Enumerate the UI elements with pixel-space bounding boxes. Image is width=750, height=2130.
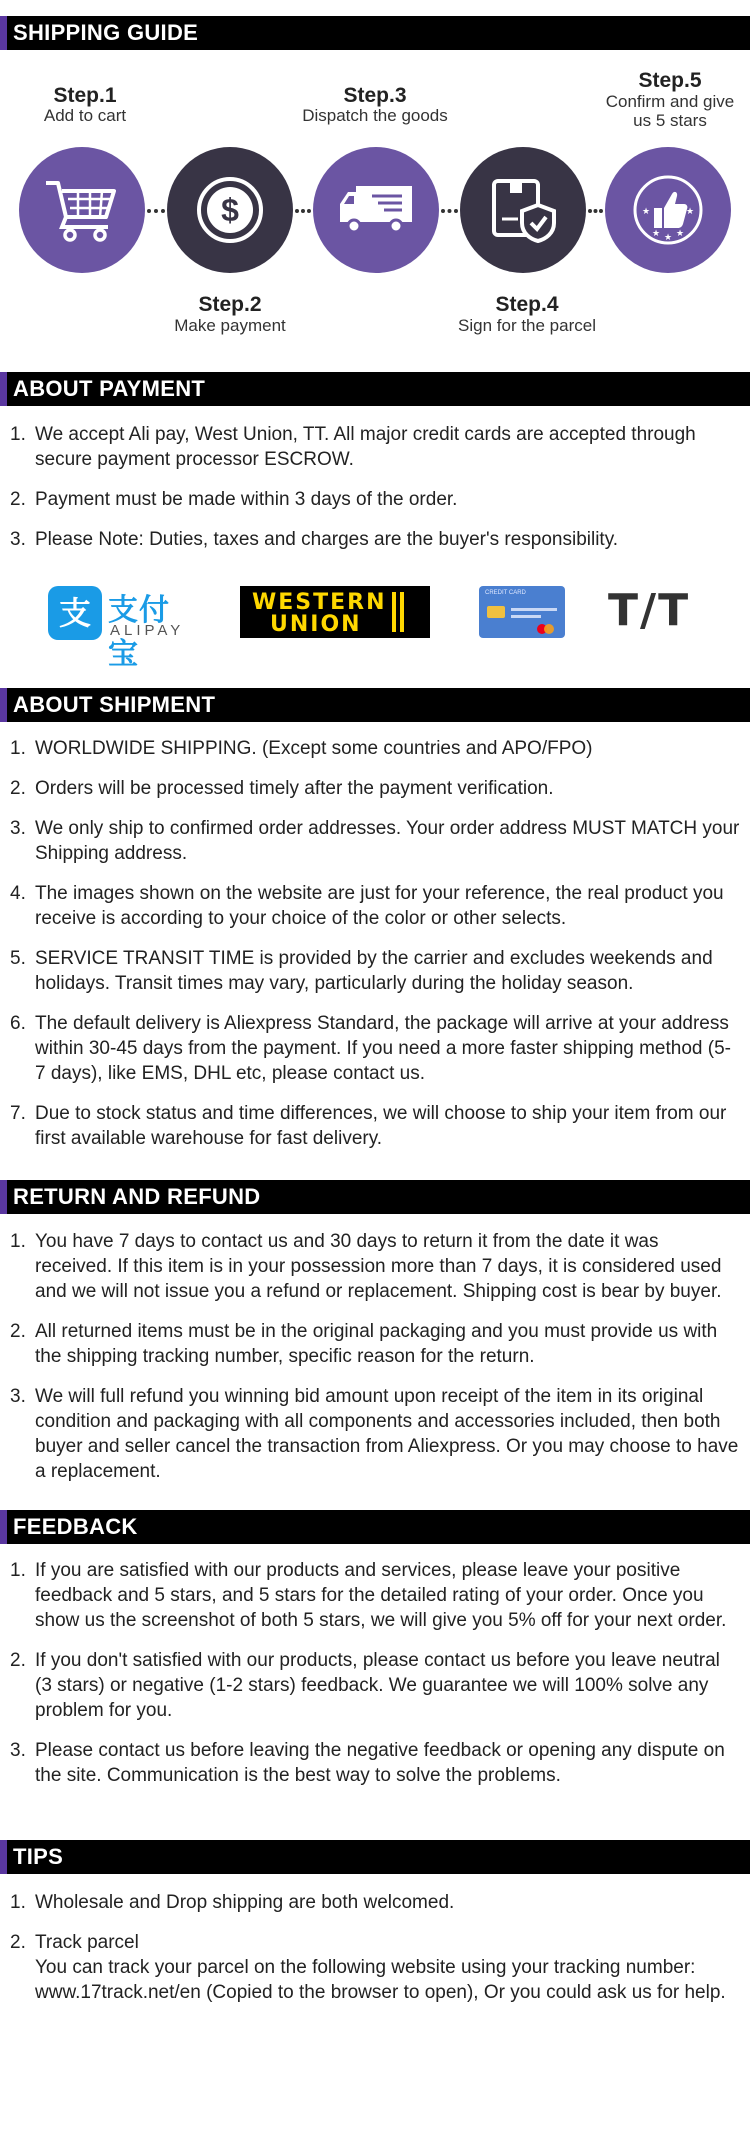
list-item: 2. All returned items must be in the original packaging and you must provide us with the shipping tracking number, specific reason for the return.: [10, 1321, 718, 1367]
thumbs-up-stars-icon: [632, 174, 704, 246]
tips-list: [10, 1890, 740, 2020]
dollar-coin-icon: [196, 176, 264, 244]
return-refund-header: [0, 1180, 750, 1214]
svg-text:★: ★: [642, 207, 651, 217]
step3-sub: Dispatch the goods: [302, 106, 448, 125]
step2-title: Step.2: [198, 293, 262, 316]
wu-line2: UNION: [270, 612, 362, 637]
step5-sub-line1: Confirm and give: [605, 92, 735, 111]
list-item: 3. We only ship to confirmed order addresses. Your order address MUST MATCH your Shipping address.: [10, 818, 740, 864]
list-item: 1. If you are satisfied with our products and services, please leave your positive feedback and 5 stars, and 5 stars for the detailed rating of your order. Once you show us the screenshot of both 5 stars, we will give you 5% off for your next order.: [10, 1560, 727, 1631]
connector-dots: [295, 209, 311, 217]
step1-sub: Add to cart: [43, 106, 127, 125]
step5-sub-line2: us 5 stars: [633, 111, 707, 130]
step2-sub: Make payment: [174, 316, 286, 335]
step4-title: Step.4: [495, 293, 559, 316]
return-list: [10, 1229, 740, 1499]
list-item: 1. WORLDWIDE SHIPPING. (Except some countries and APO/FPO): [10, 738, 593, 759]
tt-logo: T/T: [608, 585, 691, 636]
payment-list: [10, 422, 740, 567]
card-text: CREDIT CARD: [485, 590, 526, 596]
tracking-info: You can track your parcel on the following website using your tracking number: www.17track.net/en (Copied to the browser to open), Or you could ask us for help.: [35, 1957, 726, 2003]
western-union-logo: [240, 586, 430, 638]
step3-circle: [313, 147, 439, 273]
list-item: 2. Payment must be made within 3 days of the order.: [10, 489, 458, 510]
about-shipment-header: [0, 688, 750, 722]
section-title: RETURN AND REFUND: [13, 1184, 261, 1209]
section-title: ABOUT PAYMENT: [13, 376, 206, 401]
list-item: 2. Orders will be processed timely after the payment verification.: [10, 778, 554, 799]
shipment-list: [10, 736, 740, 1166]
list-item: 4. The images shown on the website are just for your reference, the real product you receive is according to your choice of the color or other selects.: [10, 883, 724, 929]
alipay-en-text: ALIPAY: [110, 622, 185, 639]
step3-title: Step.3: [343, 84, 407, 107]
list-item: 3. We will full refund you winning bid amount upon receipt of the item in its original condition and packaging with all components and accessories included, then both buyer and seller cancel the transaction from Aliexpress. Or you may choose to have a replacement.: [10, 1386, 739, 1482]
about-payment-header: [0, 372, 750, 406]
list-item: 1. Wholesale and Drop shipping are both welcomed.: [10, 1892, 455, 1913]
section-title: SHIPPING GUIDE: [13, 20, 199, 45]
truck-icon: [336, 182, 416, 238]
list-item: 6. The default delivery is Aliexpress Standard, the package will arrive at your address within 30-45 days from the payment. If you need a more faster shipping method (5-7 days), like EMS, DHL etc, please contact us.: [10, 1013, 731, 1084]
step1-title: Step.1: [53, 84, 117, 107]
svg-text:$: $: [221, 192, 239, 228]
section-title: TIPS: [13, 1844, 64, 1869]
svg-text:支: 支: [58, 594, 92, 632]
step4-sub: Sign for the parcel: [458, 316, 596, 335]
svg-text:★: ★: [676, 229, 685, 239]
feedback-header: [0, 1510, 750, 1544]
connector-dots: [441, 209, 458, 217]
section-title: FEEDBACK: [13, 1514, 138, 1539]
list-item: 3. Please contact us before leaving the negative feedback or opening any dispute on the site. Communication is the best way to solve the problems.: [10, 1740, 725, 1786]
connector-dots: [147, 209, 165, 217]
shipping-guide-header: [0, 16, 750, 50]
alipay-cn-text: 支付宝: [108, 593, 170, 672]
list-item: 7. Due to stock status and time differences, we will choose to ship your item from our first available warehouse for fast delivery.: [10, 1103, 727, 1149]
step4-circle: [460, 147, 586, 273]
list-item: 2. Track parcel You can track your parcel on the following website using your tracking number: www.17track.net/en (Copied to the browser to open), Or you could ask us for help.: [10, 1932, 726, 2003]
list-item: 1. We accept Ali pay, West Union, TT. All major credit cards are accepted through secure payment processor ESCROW.: [10, 424, 696, 470]
list-item: 5. SERVICE TRANSIT TIME is provided by the carrier and excludes weekends and holidays. Transit times may vary, particularly during the holiday season.: [10, 948, 713, 994]
cart-icon: [44, 177, 120, 243]
alipay-logo: [48, 585, 200, 672]
credit-card-logo: [479, 586, 565, 638]
list-item: 1. You have 7 days to contact us and 30 days to return it from the date it was received. If this item is in your possession more than 7 days, it is considered used and we will not issue you a refund or replacement. Shipping cost is bear by buyer.: [10, 1231, 722, 1302]
svg-text:★: ★: [664, 233, 673, 243]
feedback-list: [10, 1558, 740, 1803]
svg-text:★: ★: [686, 207, 695, 217]
wu-line1: WESTERN: [252, 590, 387, 615]
step5-title: Step.5: [638, 69, 702, 92]
list-item: 2. If you don't satisfied with our products, please contact us before you leave neutral (3 stars) or negative (1-2 stars) feedback. We guarantee we will 100% solve any problem for you.: [10, 1650, 720, 1721]
parcel-shield-icon: [488, 175, 558, 245]
svg-text:★: ★: [652, 229, 661, 239]
step5-circle: [605, 147, 731, 273]
connector-dots: [588, 209, 603, 217]
step2-circle: [167, 147, 293, 273]
step1-circle: [19, 147, 145, 273]
section-title: ABOUT SHIPMENT: [13, 692, 216, 717]
list-item: 3. Please Note: Duties, taxes and charges are the buyer's responsibility.: [10, 529, 619, 550]
tips-header: [0, 1840, 750, 1874]
